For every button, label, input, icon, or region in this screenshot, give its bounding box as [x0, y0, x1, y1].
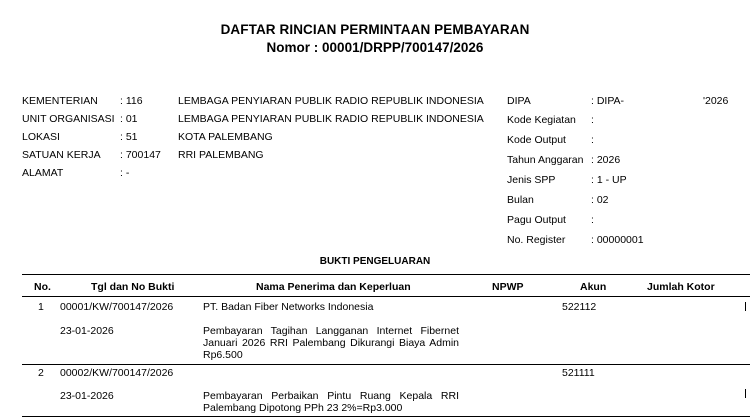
col-header-jumlah: Jumlah Kotor — [647, 281, 715, 293]
info-desc: RRI PALEMBANG — [178, 149, 264, 161]
row-akun: 521111 — [562, 367, 595, 379]
table-top-rule — [22, 274, 750, 275]
info-desc — [178, 164, 498, 182]
info-value: : 116 — [120, 95, 143, 107]
info-value: : - — [120, 167, 130, 179]
info-row-kode-output — [507, 130, 731, 150]
info-value: : — [591, 214, 594, 226]
row-amount-clipped — [745, 302, 746, 311]
info-label: Tahun Anggaran — [507, 154, 584, 166]
info-label: Bulan — [507, 194, 534, 206]
info-label: Pagu Output — [507, 214, 566, 226]
table-bottom-rule — [22, 416, 750, 417]
left-info-block — [22, 92, 498, 182]
row-keperluan: Pembayaran Perbaikan Pintu Ruang Kepala RRI Palembang Dipotong PPh 23 2%=Rp3.000 — [203, 390, 459, 414]
info-label: KEMENTERIAN — [22, 95, 98, 107]
right-info-block — [507, 92, 731, 250]
info-label: ALAMAT — [22, 167, 64, 179]
row-no: 2 — [38, 367, 44, 379]
info-row-satuan-kerja — [22, 146, 498, 164]
row-keperluan: Pembayaran Tagihan Langganan Internet Fibernet Januari 2026 RRI Palembang Dikurangi Biaya Admin Rp6.500 — [203, 325, 459, 361]
document-number: Nomor : 00001/DRPP/700147/2026 — [266, 40, 484, 55]
info-label: LOKASI — [22, 131, 60, 143]
row-no: 1 — [38, 301, 44, 313]
row-separator — [22, 364, 750, 365]
info-row-kementerian — [22, 92, 498, 110]
col-header-no: No. — [34, 281, 51, 293]
info-row-alamat — [22, 164, 498, 182]
info-row-tahun-anggaran — [507, 150, 731, 170]
info-label: Jenis SPP — [507, 174, 556, 186]
info-desc: LEMBAGA PENYIARAN PUBLIK RADIO REPUBLIK INDONESIA — [178, 113, 484, 125]
row-bukti-number: 00002/KW/700147/2026 — [60, 367, 174, 379]
info-value: : 51 — [120, 131, 138, 143]
info-value: : 02 — [591, 194, 609, 206]
info-value: : DIPA- — [591, 95, 625, 107]
table-header-rule — [22, 296, 750, 297]
section-title: BUKTI PENGELUARAN — [319, 256, 431, 267]
row-akun: 522112 — [562, 301, 597, 313]
col-header-akun: Akun — [580, 281, 607, 293]
info-label: SATUAN KERJA — [22, 149, 101, 161]
info-desc: KOTA PALEMBANG — [178, 131, 273, 143]
info-value: : 1 - UP — [591, 174, 627, 186]
row-date: 23-01-2026 — [60, 325, 114, 337]
info-row-bulan — [507, 190, 731, 210]
info-label: Kode Kegiatan — [507, 114, 576, 126]
info-label: UNIT ORGANISASI — [22, 113, 115, 125]
info-value: : — [591, 134, 594, 146]
col-header-nama: Nama Penerima dan Keperluan — [256, 281, 411, 293]
info-row-unit-organisasi — [22, 110, 498, 128]
info-row-no-register — [507, 230, 731, 250]
info-label: Kode Output — [507, 134, 566, 146]
info-row-jenis-spp — [507, 170, 731, 190]
col-header-npwp: NPWP — [492, 281, 524, 293]
info-row-kode-kegiatan — [507, 110, 731, 130]
info-row-pagu-output — [507, 210, 731, 230]
col-header-tgl: Tgl dan No Bukti — [91, 281, 175, 293]
info-label: DIPA — [507, 95, 531, 107]
info-value: : — [591, 114, 594, 126]
row-date: 23-01-2026 — [60, 390, 114, 402]
info-value: : 700147 — [120, 149, 161, 161]
info-desc: LEMBAGA PENYIARAN PUBLIK RADIO REPUBLIK INDONESIA — [178, 95, 484, 107]
row-amount-clipped — [745, 389, 746, 398]
row-bukti-number: 00001/KW/700147/2026 — [60, 301, 174, 313]
info-value: : 00000001 — [591, 234, 644, 246]
info-value: : 01 — [120, 113, 138, 125]
info-label: No. Register — [507, 234, 566, 246]
info-row-lokasi — [22, 128, 498, 146]
info-row-dipa — [507, 92, 731, 110]
info-value: : 2026 — [591, 154, 621, 166]
dipa-number-tail: '2026 — [703, 95, 729, 107]
document-title: DAFTAR RINCIAN PERMINTAAN PEMBAYARAN — [220, 22, 530, 37]
row-penerima: PT. Badan Fiber Networks Indonesia — [203, 301, 374, 313]
